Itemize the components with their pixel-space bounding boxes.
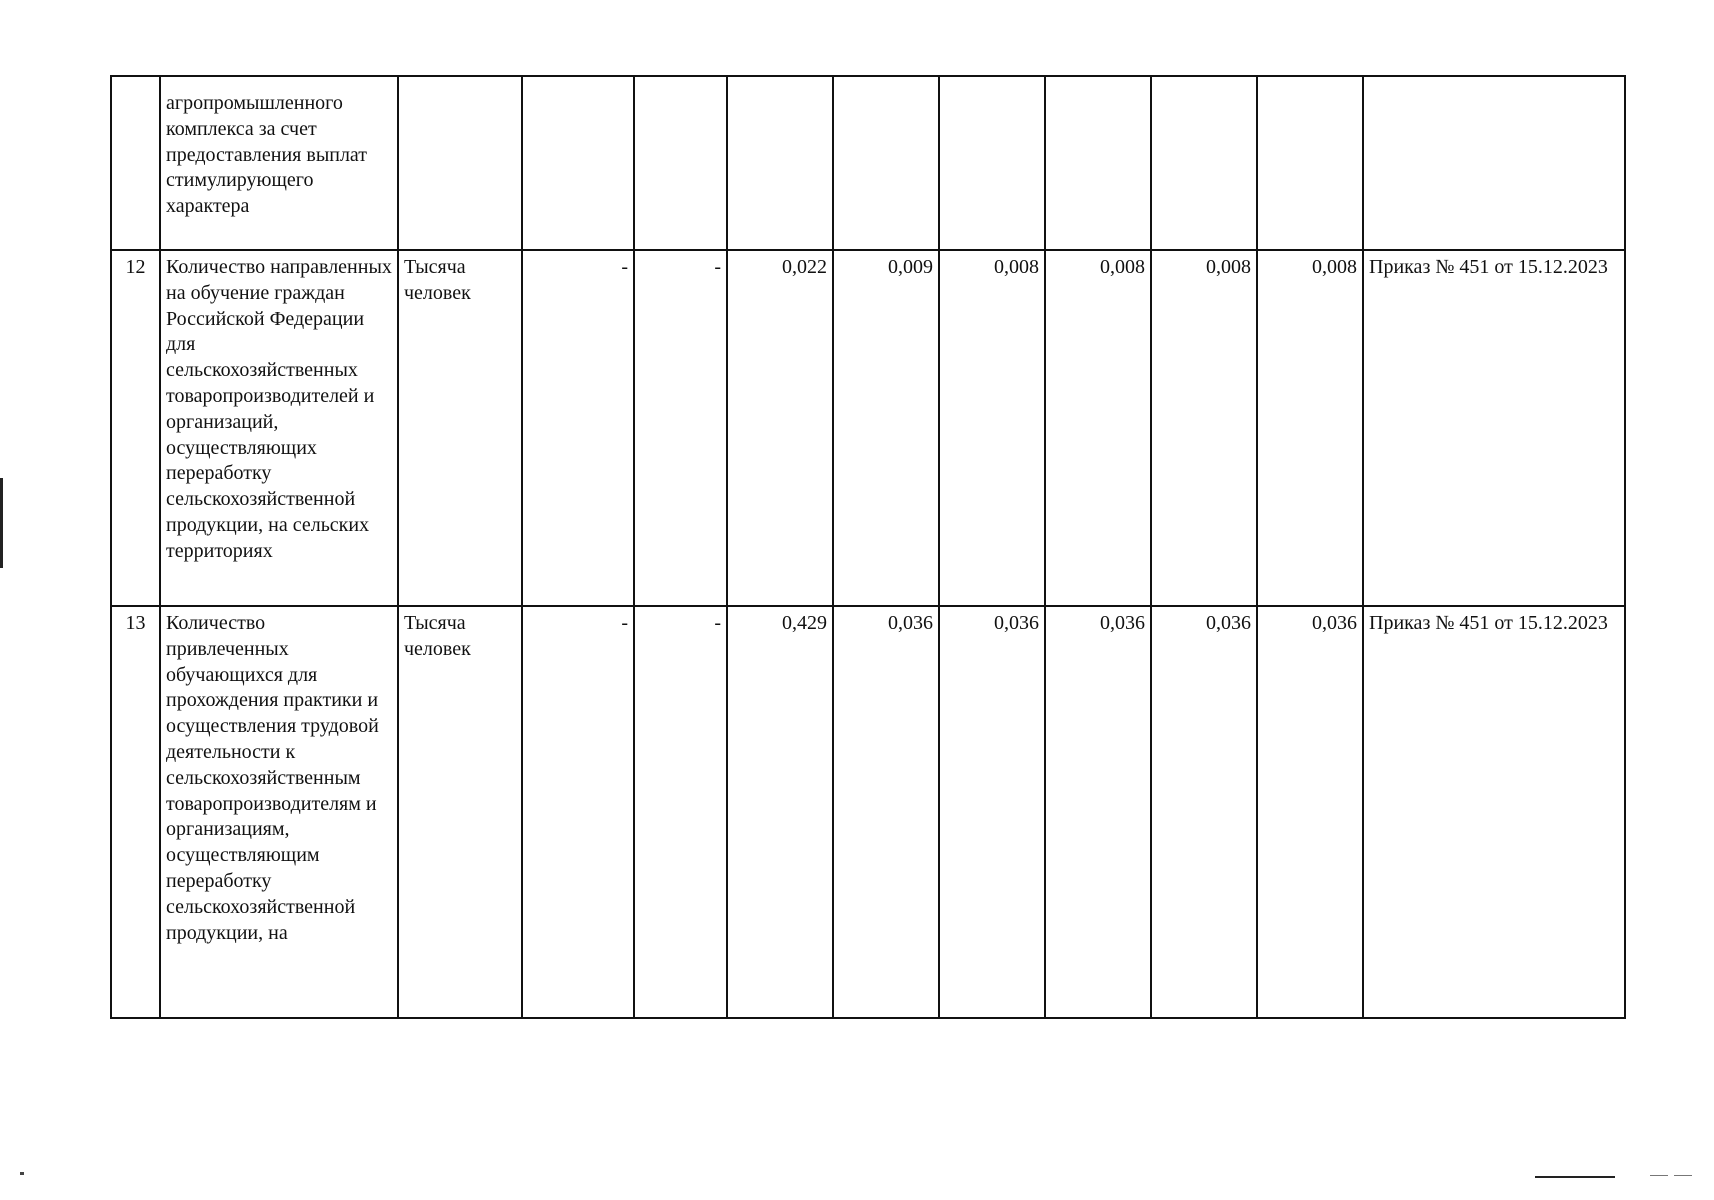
indicator-name-cell: Количество привлеченных обучающихся для прохождения практики и осуществления трудовой деятельности к сельскохозяйственным товаропроизводителям и организациям, осуществляющим переработку сельскохозяйственной продукции, на (160, 606, 398, 1018)
indicators-table (110, 75, 1626, 1019)
value-cell (939, 76, 1045, 250)
value-cell (1045, 76, 1151, 250)
table-row-continued (111, 76, 1625, 250)
row-number-cell: 12 (111, 250, 160, 606)
table-row (111, 606, 1625, 1018)
value-cell (833, 76, 939, 250)
row-number-cell (111, 76, 160, 250)
footer-rule (1650, 1175, 1668, 1176)
value-cell: - (522, 250, 634, 606)
value-cell: 0,008 (1045, 250, 1151, 606)
row-number-cell: 13 (111, 606, 160, 1018)
footer-rule (1535, 1176, 1615, 1178)
value-cell (522, 76, 634, 250)
value-cell: 0,008 (939, 250, 1045, 606)
unit-cell: Тысяча человек (398, 606, 522, 1018)
value-cell (634, 76, 727, 250)
value-cell: - (634, 250, 727, 606)
footer-rule (1674, 1175, 1692, 1176)
scan-dot-mark (20, 1172, 24, 1175)
indicator-name-cell: Количество направленных на обучение граждан Российской Федерации для сельскохозяйственных товаропроизводителей и организаций, осуществляющих переработку сельскохозяйственной продукции, на сельских территориях (160, 250, 398, 606)
source-cell: Приказ № 451 от 15.12.2023 (1363, 606, 1625, 1018)
value-cell: 0,036 (939, 606, 1045, 1018)
value-cell: - (522, 606, 634, 1018)
value-cell: 0,008 (1257, 250, 1363, 606)
value-cell (1257, 76, 1363, 250)
value-cell: 0,036 (1151, 606, 1257, 1018)
value-cell: 0,022 (727, 250, 833, 606)
unit-cell: Тысяча человек (398, 250, 522, 606)
source-cell: Приказ № 451 от 15.12.2023 (1363, 250, 1625, 606)
value-cell (1151, 76, 1257, 250)
value-cell (727, 76, 833, 250)
source-cell (1363, 76, 1625, 250)
value-cell: 0,009 (833, 250, 939, 606)
value-cell: 0,036 (1045, 606, 1151, 1018)
value-cell: 0,036 (833, 606, 939, 1018)
value-cell: - (634, 606, 727, 1018)
table-row (111, 250, 1625, 606)
scan-edge-mark (0, 478, 3, 568)
value-cell: 0,036 (1257, 606, 1363, 1018)
indicator-name-cell: агропромышленного комплекса за счет предоставления выплат стимулирующего характера (160, 76, 398, 250)
unit-cell (398, 76, 522, 250)
value-cell: 0,429 (727, 606, 833, 1018)
value-cell: 0,008 (1151, 250, 1257, 606)
